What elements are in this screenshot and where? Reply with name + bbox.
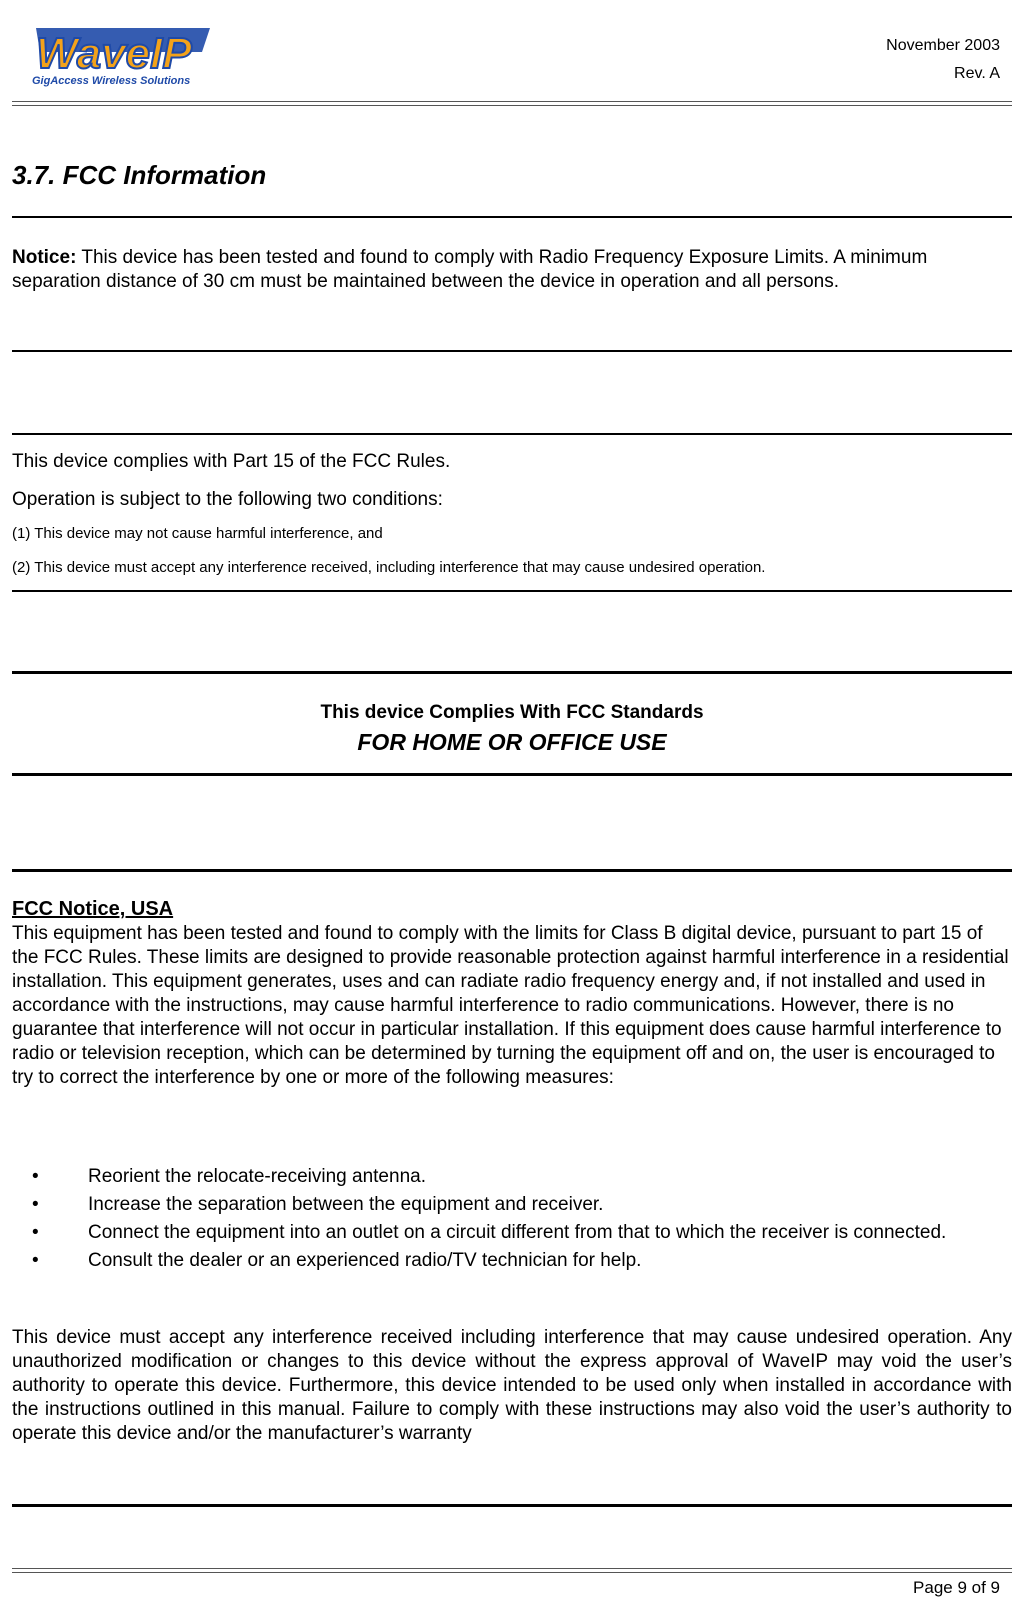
list-item: • Consult the dealer or an experienced radio/TV technician for help. <box>32 1250 642 1271</box>
rf-exposure-notice <box>12 246 1012 294</box>
measures-list <box>12 1165 1012 1277</box>
notice-text: This device has been tested and found to comply with Radio Frequency Exposure Limits. A minimum separation distance of 30 cm must be maintained between the device in operation and all persons. <box>12 247 928 292</box>
bullet-icon: • <box>32 1194 39 1215</box>
divider <box>12 1504 1012 1507</box>
company-logo <box>30 22 220 92</box>
list-item: • Reorient the relocate-receiving antenna. <box>32 1166 426 1187</box>
section-title: 3.7. FCC Information <box>12 160 267 190</box>
divider <box>12 671 1012 674</box>
notice-label: Notice: <box>12 247 77 268</box>
part15-conditions-intro: Operation is subject to the following two conditions: <box>12 489 443 510</box>
divider <box>12 433 1012 435</box>
divider <box>12 350 1012 352</box>
logo-tagline: GigAccess Wireless Solutions <box>32 75 191 87</box>
bullet-icon: • <box>32 1166 39 1187</box>
page-number: Page 9 of 9 <box>913 1578 1000 1597</box>
divider <box>12 216 1012 218</box>
logo-wordmark: WaveIP <box>36 29 192 78</box>
part15-condition-2: (2) This device must accept any interference received, including interference that may cause undesired operation. <box>12 559 766 576</box>
divider <box>12 590 1012 592</box>
home-office-use-line: FOR HOME OR OFFICE USE <box>357 729 667 755</box>
closing-paragraph: This device must accept any interference received including interference that may cause undesired operation. Any unauthorized modification or changes to this device without the express approval of WaveIP may void the user’s authority to operate this device. Furthermore, this device intended to be used only when installed in accordance with the instructions outlined in this manual. Failure to comply with these instructions may also void the user’s authority to operate this device and/or the manufacturer’s warranty <box>12 1327 1012 1444</box>
bullet-icon: • <box>32 1222 39 1243</box>
header-rule <box>12 101 1012 106</box>
part15-condition-1: (1) This device may not cause harmful interference, and <box>12 525 383 542</box>
list-item: • Connect the equipment into an outlet on a circuit different from that to which the receiver is connected. <box>32 1222 947 1243</box>
bullet-icon: • <box>32 1250 39 1271</box>
fcc-notice-usa-heading: FCC Notice, USA <box>12 898 174 920</box>
fcc-notice-usa-body: This equipment has been tested and found to comply with the limits for Class B digital device, pursuant to part 15 of the FCC Rules. These limits are designed to provide reasonable protection against harmful interference in a residential installation. This equipment generates, uses and can radiate radio frequency energy and, if not installed and used in accordance with the instructions, may cause harmful interference to radio communications. However, there is no guarantee that interference will not occur in particular installation. If this equipment does cause harmful interference to radio or television reception, which can be determined by turning the equipment off and on, the user is encouraged to try to correct the interference by one or more of the following measures: <box>12 923 1009 1088</box>
divider <box>12 869 1012 872</box>
header-revision: Rev. A <box>954 65 1000 82</box>
divider <box>12 773 1012 776</box>
list-item: • Increase the separation between the equipment and receiver. <box>32 1194 604 1215</box>
fcc-standards-line: This device Complies With FCC Standards <box>320 702 704 723</box>
part15-statement: This device complies with Part 15 of the FCC Rules. <box>12 451 451 472</box>
footer-rule <box>12 1568 1012 1573</box>
header-date: November 2003 <box>886 37 1000 54</box>
